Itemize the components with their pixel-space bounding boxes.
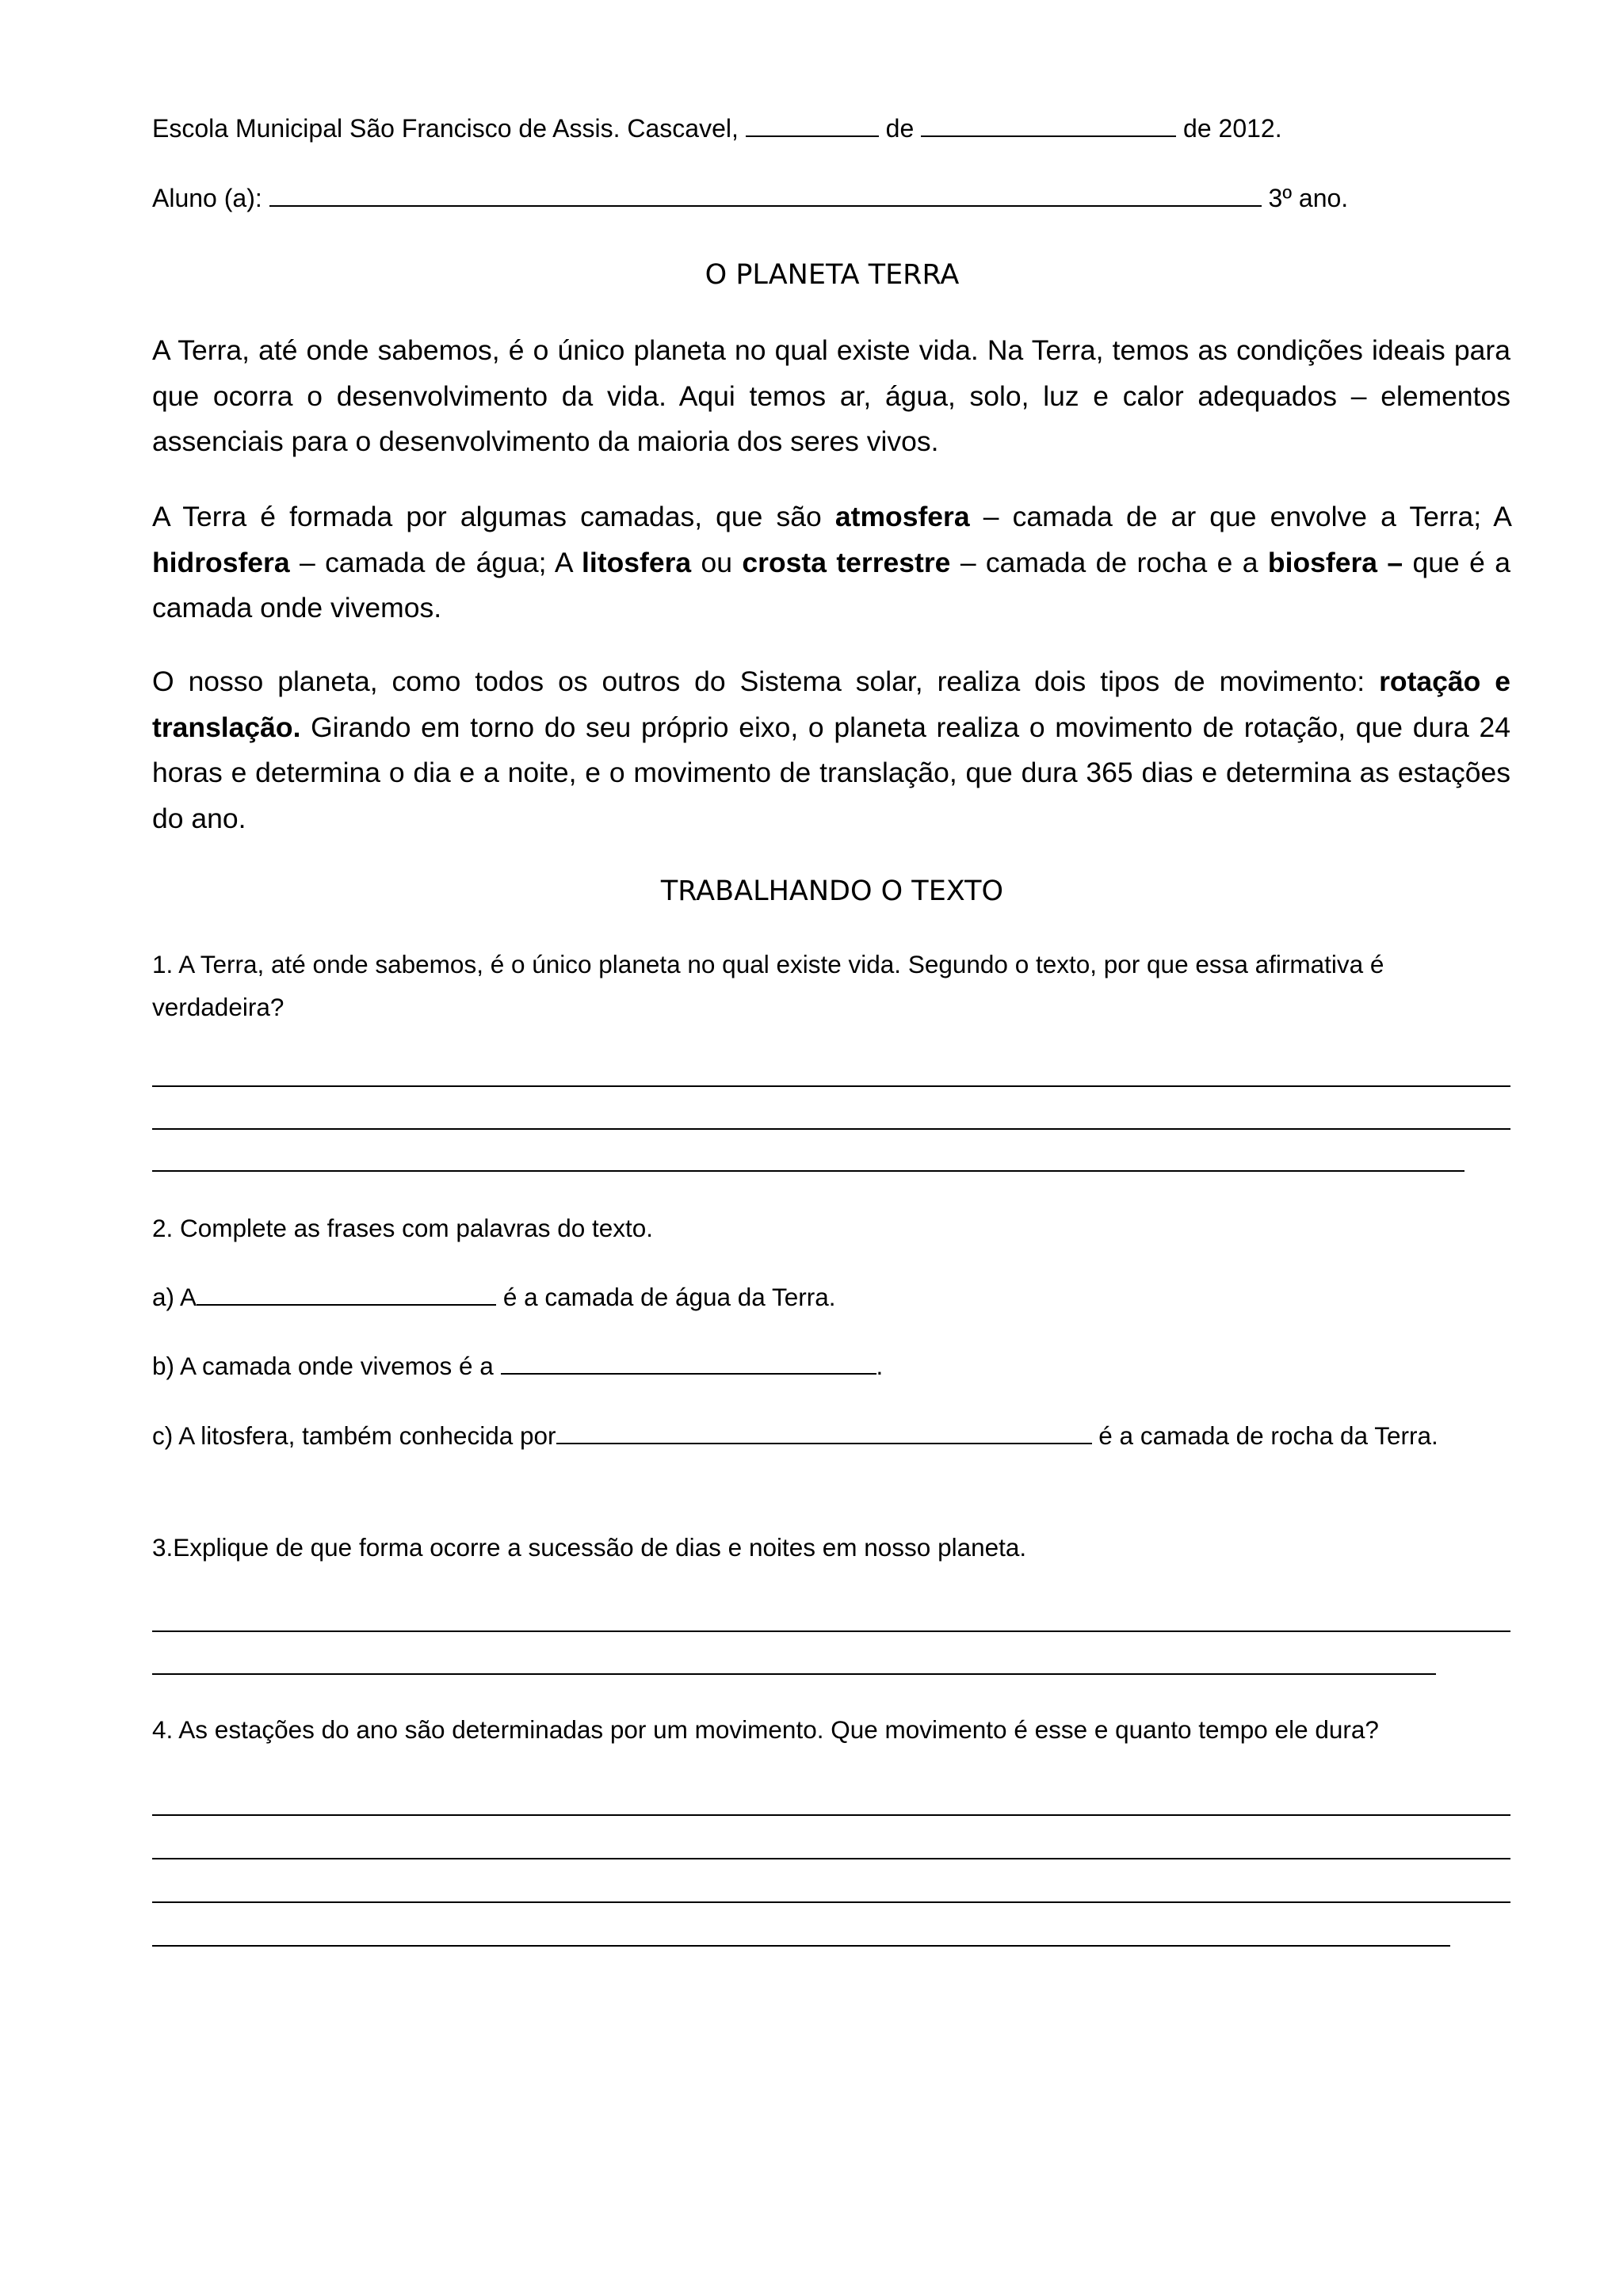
grade-label: 3º ano. [1268,184,1349,212]
q2c-prefix: c) A litosfera, também conhecida por [152,1421,556,1450]
answer-line-q4-4[interactable] [152,1945,1450,1947]
p2-text-2: – camada de ar que envolve a Terra; A [983,501,1510,532]
text-paragraph-1: A Terra, até onde sabemos, é o único planeta no qual existe vida. Na Terra, temos as condições ideais para que ocorra o desenvolvimento da vida. Aqui temos ar, água, solo, luz e calor adequados – elementos assenciais para o desenvolvimento da maioria dos seres vivos. [152,334,1510,457]
q2a-suffix: é a camada de água da Terra. [502,1283,836,1311]
answer-line-q1-1[interactable] [152,1085,1510,1087]
question-2a [152,1276,1510,1318]
p2-text-3: – camada de água; A [300,546,572,578]
text-paragraph-2 [152,494,1510,631]
q2a-blank[interactable] [197,1282,496,1306]
answer-line-q1-3[interactable] [152,1170,1465,1172]
q2b-prefix: b) A camada onde vivemos é a [152,1352,494,1380]
answer-line-q4-1[interactable] [152,1814,1510,1816]
p2-text-6: que é a camada onde vivemos. [152,546,1511,624]
p3-text-1: O nosso planeta, como todos os outros do Sistema solar, realiza dois tipos de movimento: [152,666,1365,697]
question-2: 2. Complete as frases com palavras do texto. [152,1214,654,1242]
answer-line-q4-3[interactable] [152,1901,1510,1903]
day-blank[interactable] [746,113,879,137]
q2b-blank[interactable] [501,1351,876,1375]
question-4: 4. As estações do ano são determinadas por um movimento. Que movimento é esse e quanto tempo ele dura? [152,1715,1379,1744]
p2-text-5: – camada de rocha e a [960,546,1258,578]
question-2c [152,1414,1510,1457]
city-name: Cascavel, [627,114,739,143]
term-hidrosfera: hidrosfera [152,546,290,578]
question-1: 1. A Terra, até onde sabemos, é o único planeta no qual existe vida. Segundo o texto, por que essa afirmativa é verdadeira? [152,950,1384,1021]
year-label: de 2012. [1183,114,1282,143]
de-label-1: de [885,114,915,143]
school-name: Escola Municipal São Francisco de Assis. [152,114,621,143]
q2c-suffix: é a camada de rocha da Terra. [1098,1421,1438,1450]
student-name-blank[interactable] [269,183,1262,207]
p2-text-1: A Terra é formada por algumas camadas, que são [152,501,822,532]
p3-text-2: Girando em torno do seu próprio eixo, o planeta realiza o movimento de rotação, que dura 24 horas e determina o dia e a noite, e o movimento de translação, que dura 365 dias e determina as estações do ano. [152,711,1510,834]
section-title: TRABALHANDO O TEXTO [660,875,1004,907]
answer-line-q4-2[interactable] [152,1858,1510,1859]
answer-line-q3-1[interactable] [152,1630,1510,1632]
p2-text-4: ou [701,546,733,578]
header-school-line [152,113,1282,144]
text-paragraph-3 [152,659,1510,841]
q2c-blank[interactable] [556,1421,1092,1444]
term-crosta-terrestre: crosta terrestre [742,546,951,578]
answer-line-q3-2[interactable] [152,1673,1436,1675]
answer-line-q1-2[interactable] [152,1128,1510,1130]
term-rotacao-translacao: rotação e translação. [152,666,1510,743]
q2b-suffix: . [876,1352,884,1380]
question-2b [152,1344,1510,1387]
term-atmosfera: atmosfera [834,501,970,532]
page-title: O PLANETA TERRA [705,259,960,291]
student-label: Aluno (a): [152,184,262,212]
q2a-prefix: a) A [152,1283,197,1311]
month-blank[interactable] [921,113,1176,137]
term-litosfera: litosfera [582,546,692,578]
term-biosfera: biosfera – [1267,546,1403,578]
question-3: 3.Explique de que forma ocorre a sucessão de dias e noites em nosso planeta. [152,1533,1027,1562]
header-student-line [152,182,1348,214]
